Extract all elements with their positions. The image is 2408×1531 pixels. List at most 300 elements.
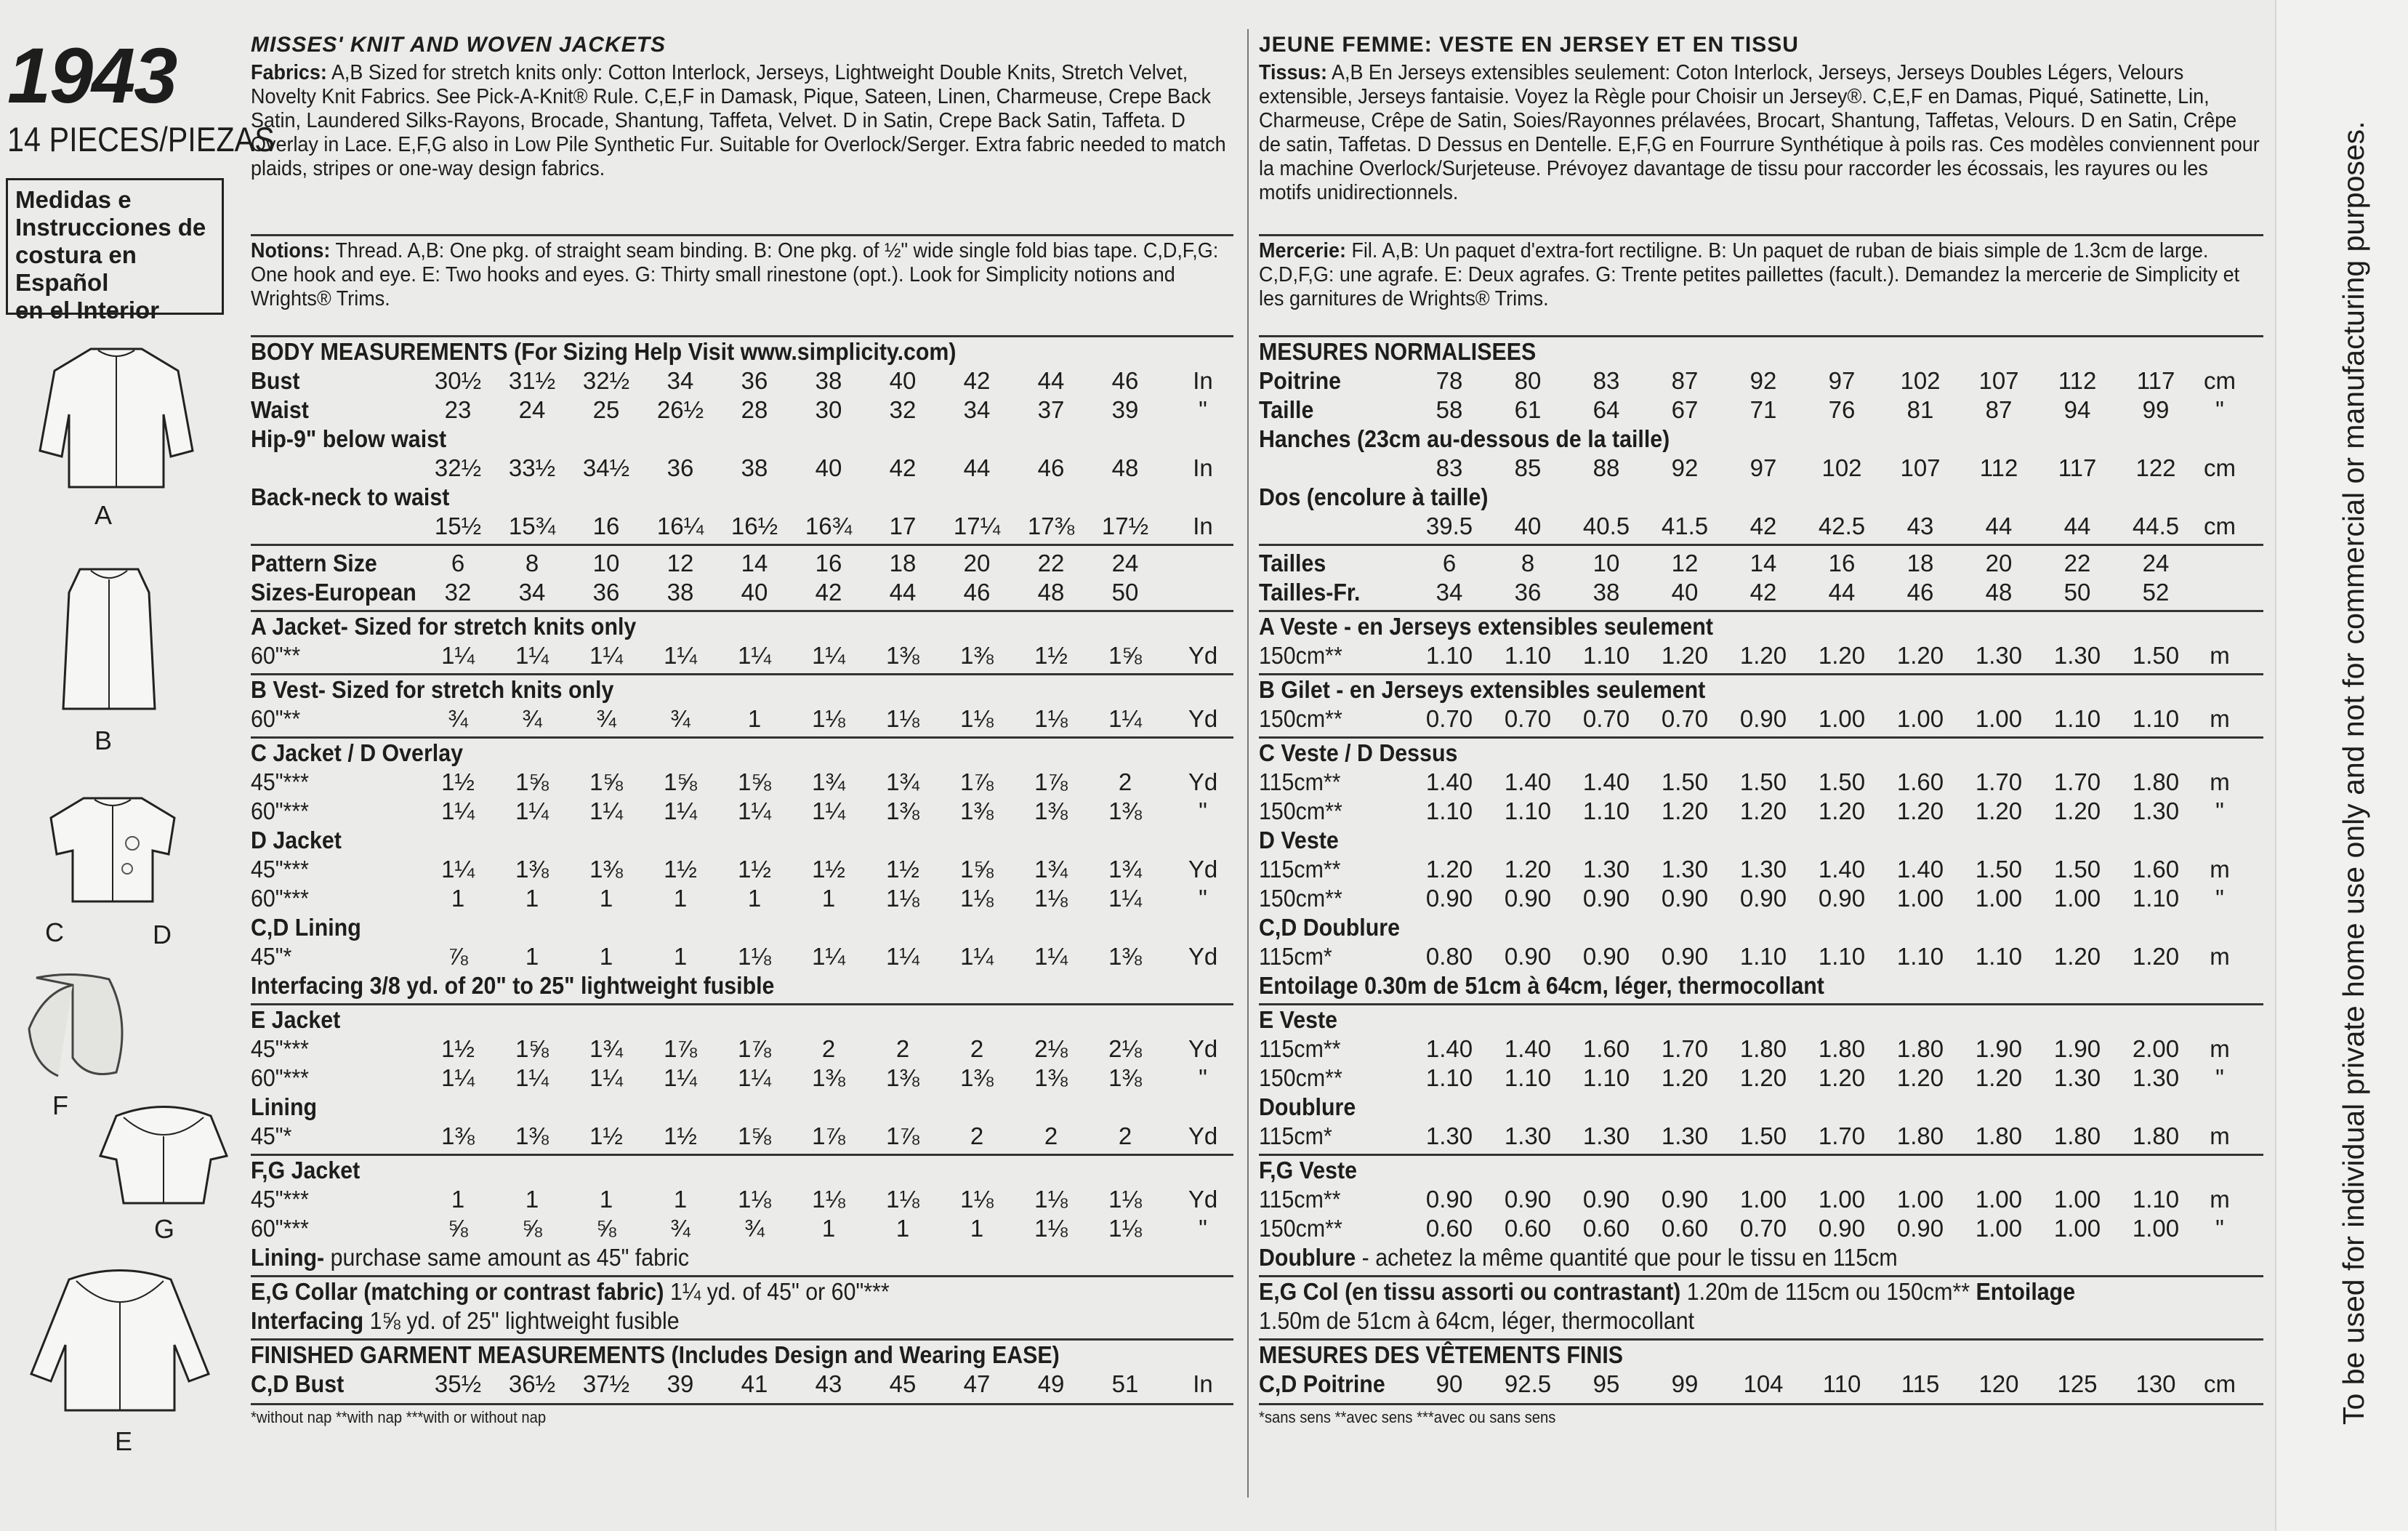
value-cell: 1.80 [1739, 1035, 1787, 1062]
value-cell: 1⅜ [886, 797, 919, 824]
value-cell: 1.60 [1582, 1035, 1630, 1062]
row-label: Pattern Size [251, 550, 377, 576]
unit-label: m [2210, 1035, 2230, 1062]
value-cell: 1⅛ [960, 705, 994, 732]
value-cell: 99 [1671, 1370, 1699, 1397]
unit-label: m [2210, 1122, 2230, 1149]
value-cell: 24 [518, 396, 546, 423]
view-c-title: C Veste / D Dessus [1259, 739, 1458, 766]
value-cell: 42 [889, 454, 917, 481]
value-cell: 61 [1514, 396, 1542, 423]
usage-disclaimer: To be used for individual private home use only and not for commercial or manufacturing purposes. [2337, 121, 2370, 1425]
value-cell: 16 [815, 550, 842, 576]
fg-lining-label: Doublure [1259, 1244, 1356, 1271]
value-cell: 1.30 [2132, 1064, 2180, 1091]
back-label-row [1259, 483, 2263, 512]
row-label: Waist [251, 396, 309, 423]
value-cell: ⅞ [448, 943, 468, 970]
value-cell: 1⅝ [515, 768, 549, 795]
value-cell: 1⅝ [664, 768, 697, 795]
value-cell: 1¼ [589, 642, 623, 669]
notions-text: Thread. A,B: One pkg. of straight seam binding. B: One pkg. of ½" wide single fold bias tape. C,D,F,G: One hook and eye. E: Two hooks and eyes. G: Thirty small rinestone (opt.). Look for Simplicity notions and Wrights® Trims. [251, 239, 1219, 310]
value-cell: 83 [1435, 454, 1463, 481]
value-cell: 1.00 [1975, 885, 2023, 912]
value-cell: ¾ [670, 705, 690, 732]
body-measurements-title [251, 337, 1155, 366]
value-cell: 1.20 [1818, 642, 1866, 669]
finished-title: FINISHED GARMENT MEASUREMENTS (Includes Design and Wearing EASE) [251, 1341, 1060, 1368]
row-label: Bust [251, 367, 300, 394]
value-cell: 1⅞ [1034, 768, 1068, 795]
value-cell: 1.10 [1504, 797, 1552, 824]
sketch-view-b [55, 563, 164, 716]
value-cell: 32½ [582, 367, 630, 394]
eg-interfacing-label: Interfacing [251, 1307, 364, 1334]
value-cell: 67 [1671, 396, 1699, 423]
unit-label: " [2215, 797, 2224, 824]
value-cell: 10 [1592, 550, 1620, 576]
value-cell: 0.90 [1504, 1186, 1552, 1213]
spanish-line: Medidas e [15, 186, 132, 213]
value-cell: 43 [815, 1370, 842, 1397]
column-divider [1247, 29, 1249, 1498]
row-label: 115cm** [1259, 1035, 1341, 1062]
value-cell: 1.70 [2053, 768, 2101, 795]
value-cell: 120 [1978, 1370, 2019, 1397]
row-label: 150cm** [1259, 885, 1342, 912]
value-cell: 16¾ [805, 513, 853, 539]
value-cell: 1¼ [515, 1064, 549, 1091]
value-cell: 117 [2058, 454, 2097, 481]
value-cell: 2⅛ [1108, 1035, 1142, 1062]
value-cell: 1 [970, 1215, 984, 1242]
value-cell: ¾ [744, 1215, 765, 1242]
value-cell: 22 [2063, 550, 2091, 576]
view-fg-title: F,G Jacket [251, 1157, 361, 1184]
size-row [251, 549, 1233, 578]
value-cell: 2 [970, 1122, 984, 1149]
eg-collar-text: 1¼ yd. of 45" or 60"*** [669, 1278, 890, 1305]
value-cell: 1.50 [2132, 642, 2180, 669]
value-cell: ⅝ [448, 1215, 468, 1242]
value-cell: 1¼ [738, 797, 771, 824]
eg-collar-line [1259, 1277, 2183, 1306]
value-cell: 34 [1435, 579, 1463, 606]
value-cell: 1.20 [1818, 797, 1866, 824]
value-cell: 40 [741, 579, 768, 606]
fabrics-label: Tissus: [1259, 61, 1327, 84]
yardage-row [1259, 641, 2263, 670]
yardage-row [251, 704, 1233, 734]
row-label: C,D Poitrine [1259, 1370, 1385, 1397]
view-b-title: B Gilet - en Jerseys extensibles seulement [1259, 676, 1706, 703]
view-label-b: B [94, 726, 113, 755]
value-cell: 1⅜ [886, 642, 919, 669]
value-cell: 1⅛ [1034, 1186, 1068, 1213]
value-cell: 1⅛ [1108, 1215, 1142, 1242]
value-cell: 0.90 [1661, 885, 1709, 912]
value-cell: 1.00 [1739, 1186, 1787, 1213]
notions-text: Fil. A,B: Un paquet d'extra-fort rectiligne. B: Un paquet de ruban de biais simple de 1.3cm de large. C,D,F,G: une agrafe. E: Deux agrafes. G: Trente petites paillettes (facult.). Demandez la mercerie de Simplicity et les garnitures de Wrights® Trims. [1259, 239, 2240, 310]
value-cell: 2 [1118, 768, 1132, 795]
hip-label-row [1259, 425, 2263, 454]
unit-label: m [2210, 705, 2230, 732]
value-cell: ¾ [522, 705, 542, 732]
fg-lining-text: purchase same amount as 45" fabric [330, 1244, 690, 1271]
value-cell: 0.90 [1582, 1186, 1630, 1213]
value-cell: 71 [1749, 396, 1777, 423]
value-cell: 39.5 [1425, 513, 1473, 539]
view-label-c: C [45, 917, 64, 947]
french-footnote: *sans sens **avec sens ***avec ou sans sens [1259, 1408, 1556, 1426]
value-cell: 87 [1985, 396, 2013, 423]
value-cell: 32½ [434, 454, 482, 481]
e-lining-title: Lining [251, 1093, 318, 1120]
size-row [1259, 549, 2263, 578]
value-cell: 1.50 [1818, 768, 1866, 795]
cd-interfacing: Interfacing 3/8 yd. of 20" to 25" lightweight fusible [251, 972, 775, 999]
value-cell: 110 [1822, 1370, 1861, 1397]
unit-label: " [1199, 885, 1207, 912]
row-label: 45"*** [251, 768, 309, 795]
value-cell: 1⅜ [1108, 1064, 1142, 1091]
value-cell: 17½ [1101, 513, 1149, 539]
sketch-view-cd [44, 792, 182, 909]
view-d-title: D Jacket [251, 827, 342, 853]
value-cell: 48 [1985, 579, 2013, 606]
value-cell: 0.70 [1425, 705, 1473, 732]
notions-label: Notions: [251, 239, 331, 262]
value-cell: 107 [1978, 367, 2019, 394]
bust-row [251, 366, 1233, 395]
row-label: 150cm** [1259, 797, 1342, 824]
value-cell: 50 [1111, 579, 1139, 606]
value-cell: 1¼ [812, 797, 845, 824]
value-cell: 1 [451, 1186, 465, 1213]
unit-label: cm [2204, 513, 2236, 539]
value-cell: 1¼ [1034, 943, 1068, 970]
view-e-title: E Veste [1259, 1006, 1338, 1033]
value-cell: 1⅞ [738, 1035, 771, 1062]
value-cell: 1.00 [1975, 705, 2023, 732]
value-cell: 1.30 [1425, 1122, 1473, 1149]
value-cell: 44 [889, 579, 917, 606]
cd-interfacing: Entoilage 0.30m de 51cm à 64cm, léger, thermocollant [1259, 972, 1824, 999]
value-cell: 94 [2063, 396, 2091, 423]
value-cell: 0.90 [1504, 943, 1552, 970]
row-label: 115cm* [1259, 943, 1332, 970]
value-cell: 1.10 [2053, 705, 2101, 732]
value-cell: 24 [2142, 550, 2170, 576]
unit-label: In [1193, 513, 1213, 539]
value-cell: 12 [667, 550, 694, 576]
english-notions [251, 236, 1233, 335]
unit-label: " [1199, 1064, 1207, 1091]
value-cell: 1 [599, 943, 613, 970]
unit-label: Yd [1188, 1122, 1218, 1149]
value-cell: 20 [963, 550, 991, 576]
value-cell: 51 [1111, 1370, 1139, 1397]
value-cell: 1¼ [1108, 885, 1142, 912]
value-cell: 1 [821, 1215, 836, 1242]
mesures-normalisees [1259, 337, 2263, 541]
row-label: Tailles-Fr. [1259, 579, 1361, 606]
value-cell: 16¼ [656, 513, 704, 539]
value-cell: 1.80 [2053, 1122, 2101, 1149]
value-cell: 46 [1906, 579, 1934, 606]
value-cell: 1⅛ [1108, 1186, 1142, 1213]
value-cell: 99 [2142, 396, 2170, 423]
value-cell: 1⅛ [1034, 885, 1068, 912]
value-cell: 1⅝ [738, 768, 771, 795]
hip-label-row [251, 425, 1233, 454]
value-cell: 1⅜ [812, 1064, 845, 1091]
row-label: 115cm** [1259, 1186, 1341, 1213]
unit-label: In [1193, 1370, 1213, 1397]
value-cell: 1.30 [1661, 1122, 1709, 1149]
spanish-line: costura en Español [15, 241, 137, 296]
value-cell: 1½ [589, 1122, 623, 1149]
value-cell: 1⅛ [960, 1186, 994, 1213]
sketch-view-a [29, 342, 204, 494]
value-cell: ¾ [670, 1215, 690, 1242]
yardage-row [251, 768, 1233, 797]
value-cell: 46 [1111, 367, 1139, 394]
view-fg-title: F,G Veste [1259, 1157, 1358, 1184]
value-cell: 64 [1592, 396, 1620, 423]
value-cell: 125 [2057, 1370, 2098, 1397]
value-cell: 1.30 [2053, 642, 2101, 669]
unit-label: " [2215, 1064, 2224, 1091]
hip-row [251, 454, 1233, 483]
yardage-row [251, 1034, 1233, 1064]
value-cell: 0.90 [1896, 1215, 1944, 1242]
value-cell: 1⅛ [960, 885, 994, 912]
value-cell: 1.10 [2132, 885, 2180, 912]
french-fabrics [1259, 61, 2263, 234]
waist-row [1259, 395, 2263, 425]
value-cell: 23 [444, 396, 472, 423]
body-measurements [251, 337, 1233, 541]
value-cell: 1 [525, 1186, 539, 1213]
value-cell: 1⅝ [738, 1122, 771, 1149]
yardage-row [1259, 1122, 2263, 1151]
value-cell: 1.50 [1739, 1122, 1787, 1149]
value-cell: 39 [1111, 396, 1139, 423]
row-label: 45"*** [251, 1186, 309, 1213]
pattern-number: 1943 [7, 31, 177, 119]
view-label-e: E [115, 1426, 133, 1456]
spanish-instructions-box [6, 178, 224, 324]
value-cell: 2 [895, 1035, 910, 1062]
value-cell: 1½ [664, 856, 697, 883]
value-cell: 1.10 [1504, 642, 1552, 669]
value-cell: 33½ [508, 454, 556, 481]
row-label: 115cm** [1259, 768, 1341, 795]
value-cell: 122 [2135, 454, 2176, 481]
value-cell: 2 [970, 1035, 984, 1062]
value-cell: 31½ [508, 367, 556, 394]
value-cell: 25 [592, 396, 620, 423]
value-cell: 10 [592, 550, 620, 576]
yardage-row [1259, 1064, 2263, 1093]
value-cell: 42.5 [1818, 513, 1866, 539]
notions-label: Mercerie: [1259, 239, 1346, 262]
value-cell: 1.30 [1582, 856, 1630, 883]
value-cell: 52 [2142, 579, 2170, 606]
value-cell: 0.90 [1661, 943, 1709, 970]
value-cell: 85 [1514, 454, 1542, 481]
value-cell: 1⅛ [886, 885, 919, 912]
value-cell: 0.90 [1582, 885, 1630, 912]
row-label: Hanches (23cm au-dessous de la taille) [1259, 425, 1670, 452]
view-label-a: A [94, 500, 113, 530]
value-cell: 40 [1671, 579, 1699, 606]
value-cell: ⅝ [522, 1215, 542, 1242]
view-e-title: E Jacket [251, 1006, 341, 1033]
value-cell: 48 [1111, 454, 1139, 481]
row-label: 45"* [251, 1122, 292, 1149]
veste-fg [1259, 1156, 2263, 1272]
value-cell: 112 [2058, 367, 2097, 394]
value-cell: 102 [1900, 367, 1941, 394]
value-cell: 1.00 [1896, 885, 1944, 912]
value-cell: 112 [1979, 454, 2018, 481]
value-cell: 1 [673, 943, 688, 970]
value-cell: 1⅛ [812, 705, 845, 732]
view-b-title: B Vest- Sized for stretch knits only [251, 676, 614, 703]
value-cell: 1⅝ [589, 768, 623, 795]
yardage-row [1259, 855, 2263, 884]
yardage-row [251, 942, 1233, 971]
value-cell: 107 [1900, 454, 1941, 481]
value-cell: 1.10 [1739, 943, 1787, 970]
value-cell: 1.20 [1739, 1064, 1787, 1091]
value-cell: 81 [1906, 396, 1934, 423]
eg-collar-line [251, 1277, 1155, 1306]
row-label: 60"*** [251, 1215, 309, 1242]
value-cell: 35½ [434, 1370, 482, 1397]
value-cell: 1⅛ [738, 943, 771, 970]
value-cell: 1¾ [1034, 856, 1068, 883]
value-cell: 48 [1037, 579, 1065, 606]
unit-label: cm [2204, 454, 2236, 481]
value-cell: 36 [592, 579, 620, 606]
row-label: 150cm** [1259, 1215, 1342, 1242]
value-cell: 1.00 [1818, 1186, 1866, 1213]
value-cell: 1⅝ [1108, 642, 1142, 669]
yardage-row [1259, 1214, 2263, 1243]
value-cell: 1 [747, 885, 762, 912]
veste-e [1259, 1005, 2263, 1151]
value-cell: 1¾ [589, 1035, 623, 1062]
value-cell: 92.5 [1504, 1370, 1552, 1397]
gilet-b [1259, 675, 2263, 734]
value-cell: 1.10 [1975, 943, 2023, 970]
value-cell: 1.10 [1425, 1064, 1473, 1091]
value-cell: 44 [963, 454, 991, 481]
value-cell: 6 [451, 550, 465, 576]
row-label: 60"** [251, 642, 301, 669]
euro-size-row [251, 578, 1233, 607]
value-cell: 1⅜ [589, 856, 623, 883]
value-cell: 1.20 [2053, 943, 2101, 970]
value-cell: 1¼ [812, 642, 845, 669]
value-cell: 1.20 [1818, 1064, 1866, 1091]
value-cell: 1.00 [1975, 1186, 2023, 1213]
row-label: 60"*** [251, 797, 309, 824]
value-cell: 44 [2063, 513, 2091, 539]
value-cell: 1½ [1034, 642, 1068, 669]
value-cell: 104 [1743, 1370, 1784, 1397]
value-cell: 22 [1037, 550, 1065, 576]
yardage-row [251, 1214, 1233, 1243]
value-cell: 1.30 [1975, 642, 2023, 669]
value-cell: 1.60 [2132, 856, 2180, 883]
value-cell: 30 [815, 396, 842, 423]
value-cell: 88 [1592, 454, 1620, 481]
back-row [251, 512, 1233, 541]
value-cell: 92 [1671, 454, 1699, 481]
value-cell: 1.20 [1975, 797, 2023, 824]
row-label: 150cm** [1259, 705, 1342, 732]
value-cell: 1¼ [664, 642, 697, 669]
value-cell: 1¼ [960, 943, 994, 970]
value-cell: 78 [1435, 367, 1463, 394]
value-cell: 38 [741, 454, 768, 481]
value-cell: 17⅜ [1027, 513, 1075, 539]
value-cell: 1.30 [1504, 1122, 1552, 1149]
finished-title: MESURES DES VÊTEMENTS FINIS [1259, 1341, 1624, 1368]
e-lining-title: Doublure [1259, 1093, 1356, 1120]
value-cell: 2⅛ [1034, 1035, 1068, 1062]
finished-measurements [251, 1341, 1233, 1399]
value-cell: 1 [599, 885, 613, 912]
value-cell: 26½ [656, 396, 704, 423]
value-cell: 34 [518, 579, 546, 606]
value-cell: 1⅜ [1034, 1064, 1068, 1091]
value-cell: 1¼ [738, 642, 771, 669]
value-cell: 0.70 [1739, 1215, 1787, 1242]
value-cell: 40 [1514, 513, 1542, 539]
value-cell: 0.70 [1504, 705, 1552, 732]
row-label: 150cm** [1259, 1064, 1342, 1091]
value-cell: 1.20 [1896, 797, 1944, 824]
value-cell: 16½ [730, 513, 778, 539]
row-label: 45"* [251, 943, 292, 970]
value-cell: 1.20 [1661, 642, 1709, 669]
back-row [1259, 512, 2263, 541]
yardage-row [1259, 704, 2263, 734]
value-cell: 1.10 [1582, 1064, 1630, 1091]
value-cell: 8 [1521, 550, 1535, 576]
value-cell: 1⅛ [886, 705, 919, 732]
value-cell: 1 [451, 885, 465, 912]
value-cell: 1¼ [664, 1064, 697, 1091]
value-cell: 1 [821, 885, 836, 912]
value-cell: 1.10 [1582, 797, 1630, 824]
value-cell: 37½ [582, 1370, 630, 1397]
row-label: Taille [1259, 396, 1314, 423]
unit-label: Yd [1188, 705, 1218, 732]
row-label: Dos (encolure à taille) [1259, 483, 1489, 510]
value-cell: 1⅜ [441, 1122, 475, 1149]
yardage-row [251, 884, 1233, 913]
row-label: 60"*** [251, 885, 309, 912]
value-cell: 1⅜ [515, 856, 549, 883]
value-cell: 37 [1037, 396, 1065, 423]
value-cell: 1.10 [1896, 943, 1944, 970]
